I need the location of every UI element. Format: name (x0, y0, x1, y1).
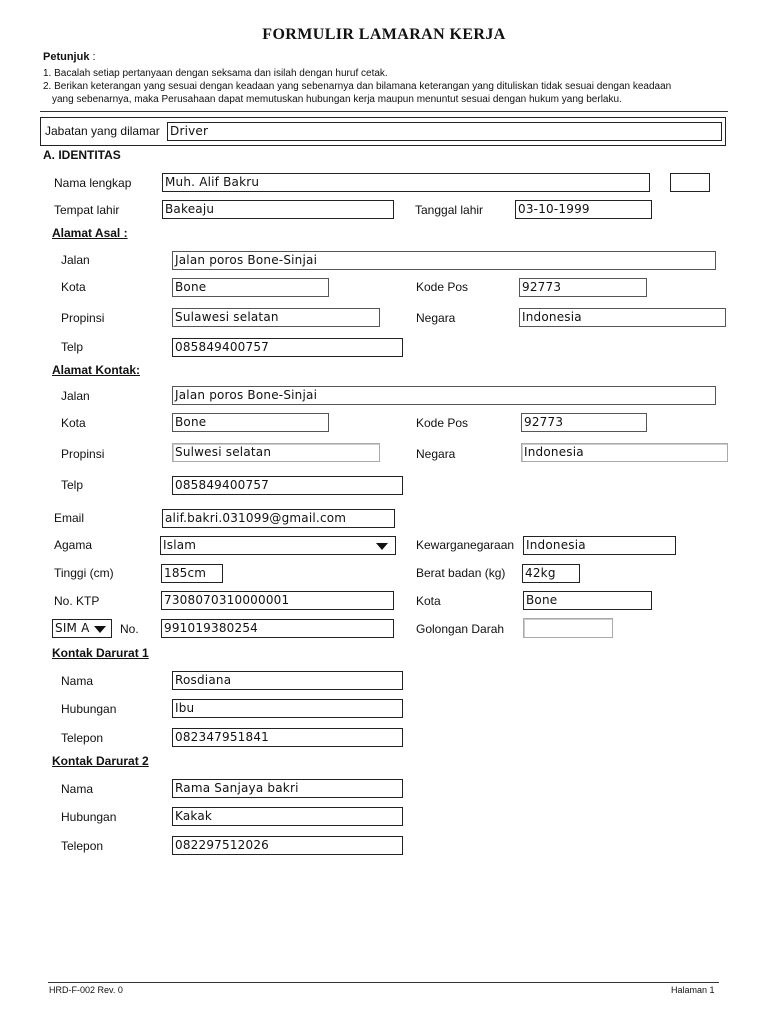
religion-label: Agama (54, 538, 93, 552)
footer-divider (48, 982, 719, 983)
full-name-extra-input[interactable] (670, 173, 710, 192)
sim-number-input[interactable]: 991019380254 (161, 619, 394, 638)
contact-city-input[interactable]: Bone (172, 413, 329, 432)
full-name-label: Nama lengkap (54, 176, 132, 190)
emergency2-phone-input[interactable]: 082297512026 (172, 836, 403, 855)
contact-postal-input[interactable]: 92773 (521, 413, 647, 432)
birthdate-input[interactable]: 03-10-1999 (515, 200, 652, 219)
contact-postal-label: Kode Pos (416, 416, 469, 430)
emergency1-name-input[interactable]: Rosdiana (172, 671, 403, 690)
religion-dropdown-icon[interactable] (376, 543, 388, 550)
ktp-input[interactable]: 7308070310000001 (161, 591, 394, 610)
email-input[interactable]: alif.bakri.031099@gmail.com (162, 509, 395, 528)
sim-type-dropdown-icon[interactable] (94, 626, 106, 633)
emergency1-phone-input[interactable]: 082347951841 (172, 728, 403, 747)
blood-type-label: Golongan Darah (416, 622, 505, 636)
origin-postal-input[interactable]: 92773 (519, 278, 647, 297)
origin-city-label: Kota (61, 280, 86, 294)
religion-select[interactable] (160, 536, 396, 555)
origin-address-heading: Alamat Asal : (52, 226, 128, 240)
emergency-contact-1-heading: Kontak Darurat 1 (52, 646, 149, 660)
instruction-item-2: 2. Berikan keterangan yang sesuai dengan keadaan yang sebenarnya dan bilamana keterangan yang dituliskan tidak sesuai dengan keadaan (43, 81, 672, 92)
origin-street-label: Jalan (61, 253, 90, 267)
position-label: Jabatan yang dilamar (45, 124, 160, 138)
contact-phone-input[interactable]: 085849400757 (172, 476, 403, 495)
page-number: Halaman 1 (671, 985, 715, 995)
instructions-heading: Petunjuk (43, 51, 90, 63)
contact-country-label: Negara (416, 447, 456, 461)
ktp-city-input[interactable]: Bone (523, 591, 652, 610)
emergency-contact-2-heading: Kontak Darurat 2 (52, 754, 149, 768)
height-label: Tinggi (cm) (54, 566, 114, 580)
sim-number-label: No. (120, 622, 139, 636)
origin-postal-label: Kode Pos (416, 280, 469, 294)
blood-type-input[interactable] (523, 618, 613, 638)
origin-country-input[interactable]: Indonesia (519, 308, 726, 327)
origin-province-label: Propinsi (61, 311, 105, 325)
emergency2-relation-input[interactable]: Kakak (172, 807, 403, 826)
instructions-heading-row (43, 51, 96, 63)
height-input[interactable]: 185cm (161, 564, 223, 583)
position-input[interactable]: Driver (167, 122, 722, 141)
sim-type-value: SIM A (55, 621, 90, 635)
contact-street-label: Jalan (61, 389, 90, 403)
header-divider (40, 111, 728, 112)
emergency2-name-input[interactable]: Rama Sanjaya bakri (172, 779, 403, 798)
full-name-input[interactable]: Muh. Alif Bakru (162, 173, 650, 192)
origin-city-input[interactable]: Bone (172, 278, 329, 297)
contact-phone-label: Telp (61, 478, 84, 492)
origin-street-input[interactable]: Jalan poros Bone-Sinjai (172, 251, 716, 270)
emergency1-name-label: Nama (61, 674, 94, 688)
contact-address-heading: Alamat Kontak: (52, 363, 141, 377)
ktp-city-label: Kota (416, 594, 441, 608)
citizenship-label: Kewarganegaraan (416, 538, 515, 552)
contact-province-label: Propinsi (61, 447, 105, 461)
birthdate-label: Tanggal lahir (415, 203, 484, 217)
emergency1-relation-input[interactable]: Ibu (172, 699, 403, 718)
instruction-item-2-cont: yang sebenarnya, maka Perusahaan dapat memutuskan hubungan kerja maupun menuntut sesuai dengan hukum yang berlaku. (52, 94, 622, 105)
weight-label: Berat badan (kg) (416, 566, 506, 580)
emergency2-name-label: Nama (61, 782, 94, 796)
citizenship-input[interactable]: Indonesia (523, 536, 676, 555)
weight-input[interactable]: 42kg (522, 564, 580, 583)
document-code: HRD-F-002 Rev. 0 (49, 985, 123, 995)
emergency2-relation-label: Hubungan (61, 810, 117, 824)
emergency1-relation-label: Hubungan (61, 702, 117, 716)
origin-province-input[interactable]: Sulawesi selatan (172, 308, 380, 327)
contact-province-input[interactable]: Sulwesi selatan (172, 443, 380, 462)
section-a-heading: A. IDENTITAS (43, 148, 121, 162)
form-title: FORMULIR LAMARAN KERJA (262, 26, 506, 43)
email-label: Email (54, 511, 85, 525)
religion-value: Islam (163, 538, 197, 552)
emergency1-phone-label: Telepon (61, 731, 104, 745)
contact-city-label: Kota (61, 416, 86, 430)
instructions-colon: : (92, 51, 96, 63)
origin-phone-input[interactable]: 085849400757 (172, 338, 403, 357)
contact-street-input[interactable]: Jalan poros Bone-Sinjai (172, 386, 716, 405)
origin-country-label: Negara (416, 311, 456, 325)
contact-country-input[interactable]: Indonesia (521, 443, 728, 462)
origin-phone-label: Telp (61, 340, 84, 354)
instruction-item-1: 1. Bacalah setiap pertanyaan dengan seksama dan isilah dengan huruf cetak. (43, 68, 388, 79)
birthplace-label: Tempat lahir (54, 203, 120, 217)
ktp-label: No. KTP (54, 594, 100, 608)
birthplace-input[interactable]: Bakeaju (162, 200, 394, 219)
emergency2-phone-label: Telepon (61, 839, 104, 853)
